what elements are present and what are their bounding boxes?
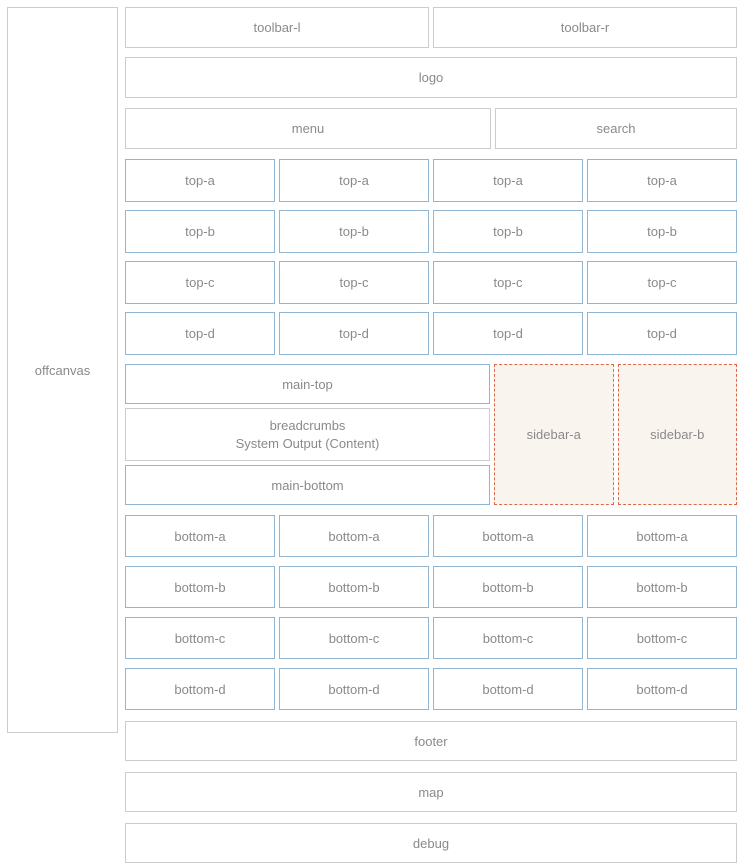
position-footer: footer [125, 721, 737, 761]
footer-row [125, 721, 737, 761]
position-top-a: top-a [125, 159, 275, 202]
position-main-top: main-top [125, 364, 490, 404]
main-column [125, 7, 737, 863]
position-bottom-b: bottom-b [587, 566, 737, 608]
position-menu: menu [125, 108, 491, 149]
position-bottom-c: bottom-c [587, 617, 737, 659]
content-column [125, 364, 490, 505]
breadcrumbs-content-lines [236, 417, 380, 453]
logo-row [125, 57, 737, 98]
position-bottom-b: bottom-b [433, 566, 583, 608]
position-top-b: top-b [125, 210, 275, 253]
map-row [125, 772, 737, 812]
system-output-label: System Output (Content) [235, 435, 380, 451]
position-top-d: top-d [279, 312, 429, 355]
position-search: search [495, 108, 737, 149]
position-top-c: top-c [279, 261, 429, 304]
position-top-b: top-b [587, 210, 737, 253]
bottom-d-row [125, 668, 737, 710]
position-bottom-a: bottom-a [279, 515, 429, 557]
position-logo: logo [125, 57, 737, 98]
position-bottom-c: bottom-c [433, 617, 583, 659]
position-top-a: top-a [433, 159, 583, 202]
position-sidebar-a: sidebar-a [494, 364, 614, 505]
bottom-c-row [125, 617, 737, 659]
position-top-d: top-d [125, 312, 275, 355]
position-bottom-a: bottom-a [125, 515, 275, 557]
position-offcanvas [7, 7, 118, 733]
position-top-a: top-a [587, 159, 737, 202]
main-content-row [125, 364, 737, 505]
position-bottom-d: bottom-d [125, 668, 275, 710]
position-debug: debug [125, 823, 737, 863]
position-bottom-b: bottom-b [279, 566, 429, 608]
position-top-d: top-d [587, 312, 737, 355]
position-top-a: top-a [279, 159, 429, 202]
toolbar-row [125, 7, 737, 48]
position-bottom-d: bottom-d [279, 668, 429, 710]
position-top-c: top-c [125, 261, 275, 304]
top-c-row [125, 261, 737, 304]
bottom-b-row [125, 566, 737, 608]
position-breadcrumbs-content [125, 408, 490, 461]
position-main-bottom: main-bottom [125, 465, 490, 505]
bottom-a-row [125, 515, 737, 557]
position-bottom-d: bottom-d [433, 668, 583, 710]
top-a-row [125, 159, 737, 202]
position-top-c: top-c [433, 261, 583, 304]
position-sidebar-b: sidebar-b [618, 364, 738, 505]
position-top-b: top-b [433, 210, 583, 253]
position-offcanvas-label: offcanvas [34, 362, 91, 378]
position-bottom-a: bottom-a [433, 515, 583, 557]
position-toolbar-r: toolbar-r [433, 7, 737, 48]
menu-search-row [125, 108, 737, 149]
position-top-d: top-d [433, 312, 583, 355]
position-top-b: top-b [279, 210, 429, 253]
position-toolbar-l: toolbar-l [125, 7, 429, 48]
top-b-row [125, 210, 737, 253]
position-bottom-a: bottom-a [587, 515, 737, 557]
position-bottom-b: bottom-b [125, 566, 275, 608]
position-bottom-c: bottom-c [279, 617, 429, 659]
position-bottom-d: bottom-d [587, 668, 737, 710]
debug-row [125, 823, 737, 863]
position-map: map [125, 772, 737, 812]
position-breadcrumbs-label: breadcrumbs [269, 417, 346, 433]
position-top-c: top-c [587, 261, 737, 304]
top-d-row [125, 312, 737, 355]
position-bottom-c: bottom-c [125, 617, 275, 659]
